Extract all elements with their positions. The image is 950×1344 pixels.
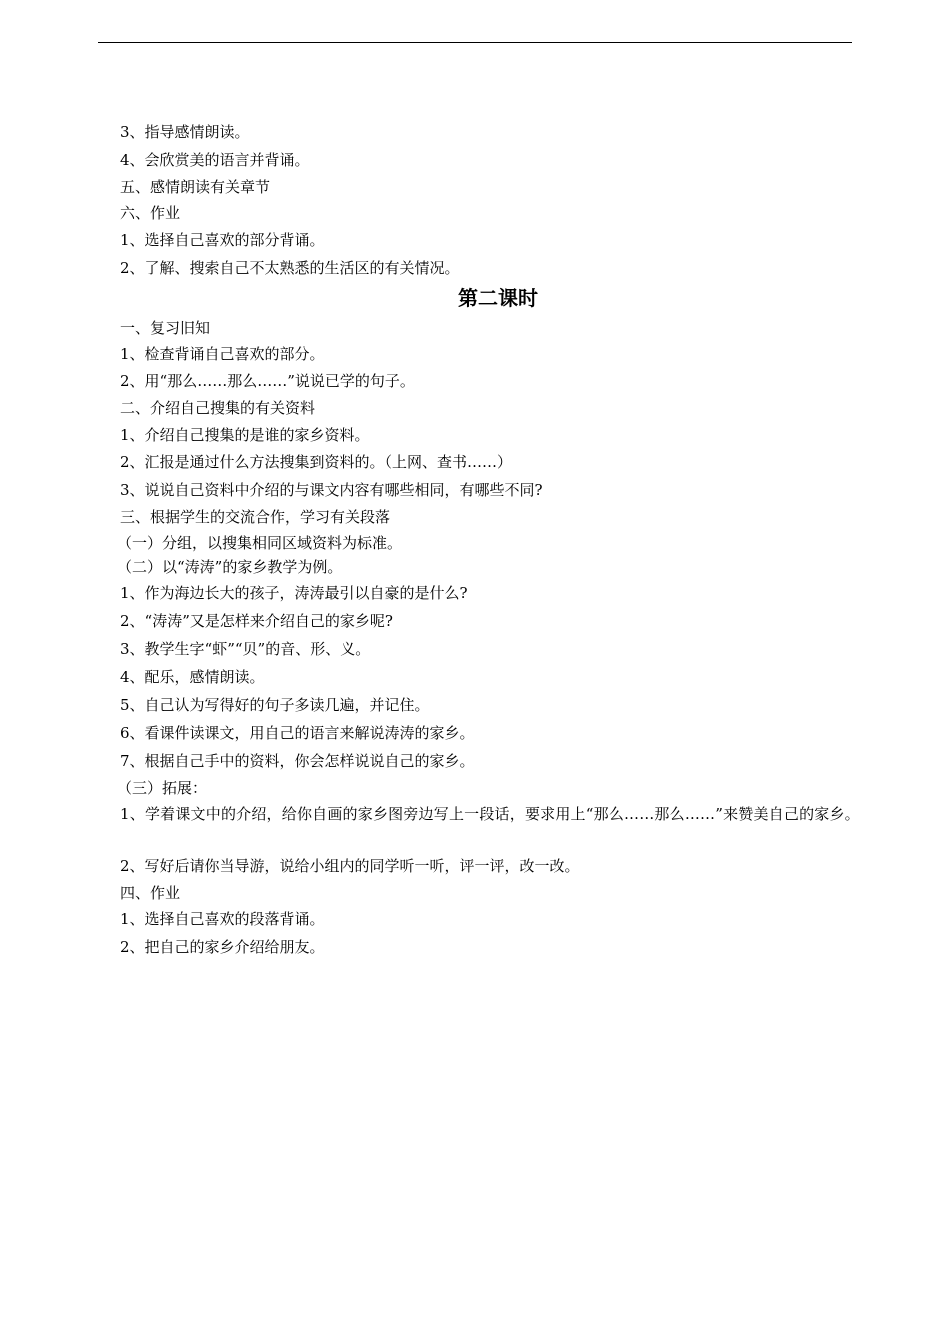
text-line: （二）以“涛涛”的家乡教学为例。 xyxy=(117,558,343,576)
text-line: 2、把自己的家乡介绍给朋友。 xyxy=(120,938,325,956)
text-line: 4、配乐，感情朗读。 xyxy=(120,668,265,686)
text-line: 2、“涛涛”又是怎样来介绍自己的家乡呢? xyxy=(120,612,393,630)
text-line: 1、选择自己喜欢的部分背诵。 xyxy=(120,231,325,249)
header-rule xyxy=(98,42,852,43)
section-heading: 三、根据学生的交流合作，学习有关段落 xyxy=(120,508,391,526)
lesson-title: 第二课时 xyxy=(458,286,538,310)
text-line: 1、作为海边长大的孩子，涛涛最引以自豪的是什么? xyxy=(120,584,468,602)
extension-paragraph: 1、学着课文中的介绍，给你自画的家乡图旁边写上一段话，要求用上“那么……那么……”来赞美自己的家乡。 xyxy=(120,805,860,823)
text-line: 3、指导感情朗读。 xyxy=(120,123,250,141)
text-line: （一）分组，以搜集相同区域资料为标准。 xyxy=(117,534,403,552)
text-line: 6、看课件读课文，用自己的语言来解说涛涛的家乡。 xyxy=(120,724,475,742)
text-line: 2、汇报是通过什么方法搜集到资料的。（上网、查书……） xyxy=(120,453,513,471)
text-line: 3、说说自己资料中介绍的与课文内容有哪些相同，有哪些不同? xyxy=(120,481,543,499)
text-line: 1、检查背诵自己喜欢的部分。 xyxy=(120,345,325,363)
section-heading: 一、复习旧知 xyxy=(120,319,211,337)
text-line: 1、选择自己喜欢的段落背诵。 xyxy=(120,910,325,928)
text-line: 4、会欣赏美的语言并背诵。 xyxy=(120,151,310,169)
section-heading: 六、作业 xyxy=(120,204,181,222)
text-line: 2、写好后请你当导游，说给小组内的同学听一听，评一评，改一改。 xyxy=(120,857,580,875)
text-line: 5、自己认为写得好的句子多读几遍，并记住。 xyxy=(120,696,430,714)
text-line: 3、教学生字“虾”“贝”的音、形、义。 xyxy=(120,640,371,658)
text-line: 2、用“那么……那么……”说说已学的句子。 xyxy=(120,372,415,390)
text-line: （三）拓展： xyxy=(117,779,208,797)
text-line: 1、介绍自己搜集的是谁的家乡资料。 xyxy=(120,426,370,444)
text-line: 7、根据自己手中的资料，你会怎样说说自己的家乡。 xyxy=(120,752,475,770)
section-heading: 四、作业 xyxy=(120,884,181,902)
section-heading: 五、感情朗读有关章节 xyxy=(120,178,271,196)
text-line: 2、了解、搜索自己不太熟悉的生活区的有关情况。 xyxy=(120,259,460,277)
section-heading: 二、介绍自己搜集的有关资料 xyxy=(120,399,316,417)
